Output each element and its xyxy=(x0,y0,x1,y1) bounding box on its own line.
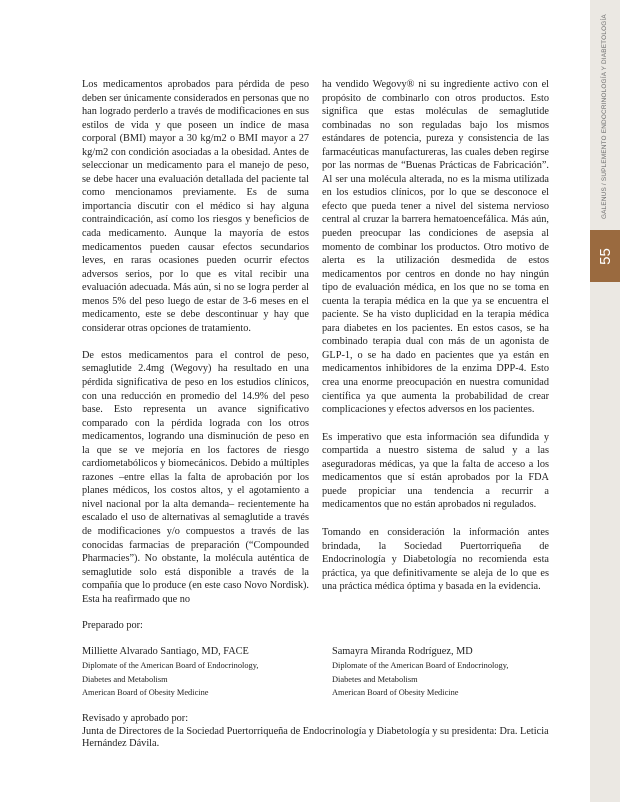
running-title: GALENUS / SUPLEMENTO ENDOCRINOLOGÍA Y DIABETOLOGÍA xyxy=(601,14,608,219)
paragraph: ha vendido Wegovy® ni su ingrediente activo con el propósito de combinarlo con otros productos. Esto significa que estas moléculas de semaglutide combinadas no son reguladas bajo los mismos estándares de potencia, pureza y consistencia de las farmacéuticas manufactureras, las cuales deben regirse por las normas de “Buenas Prácticas de Fabricación”. Al ser una molécula alterada, no es la misma utilizada en los estudios clínicos, por lo que se desconoce el efecto que pueda tener a nivel del sistema nervioso central al cruzar la barrera hematoencefálica. Más aún, pueden preocupar las condiciones de asepsia al momento de combinar los productos. Otro motivo de alerta es la utilización desmedida de estos medicamentos por centros en donde no hay ningún tipo de evaluación médica, en los que no se toma en cuenta la terapia médica en la que ya se encuentra el paciente. Se ha visto duplicidad en la terapia médica para diabetes en los pacientes. En estos casos, se ha combinado terapia dual con más de un agonista de GLP-1, o se ha dado en pacientes que ya están en medicamentos inhibidores de la enzima DPP-4. Esto crea una enorme preocupación en nuestra comunidad científica ya que aumenta la probabilidad de crear complicaciones y efectos adversos en los pacientes. xyxy=(322,79,549,416)
paragraph: De estos medicamentos para el control de peso, semaglutide 2.4mg (Wegovy) ha resultado en una pérdida significativa de peso en los estudios clínicos, con una reducción en promedio del 14.9% del peso base. Esto representa un avance significativo comparado con la pérdida lograda con los otros medicamentos, logrando una disminución de peso en la que se ve mejoría en los factores de riesgo cardiometabólicos y biomecánicos. Debido a múltiples razones –entre ellas la falta de aprobación por los planes médicos, los costos altos, y el agotamiento a nivel nacional por la alta demanda– recientemente ha escalado el uso de alternativas al semaglutide a través de modificaciones y/o compuestos a través de las conocidas farmacias de preparación (“Compounded Pharmacies”). No obstante, la molécula auténtica de semaglutide solo está disponible a través de la compañía que lo produce (en este caso Novo Nordisk). Esta ha reafirmado que no xyxy=(82,349,309,605)
page-number-tab xyxy=(590,230,620,282)
author-signature-block xyxy=(82,645,258,699)
author-name: Milliette Alvarado Santiago, MD, FACE xyxy=(82,646,249,657)
author-credential: American Board of Obesity Medicine xyxy=(82,687,209,697)
author-credential: Diplomate of the American Board of Endocrinology, xyxy=(82,661,259,671)
article-left-column xyxy=(82,78,309,620)
reviewed-by-label: Revisado y aprobado por: xyxy=(82,713,189,724)
author-credential: Diabetes and Metabolism xyxy=(332,674,418,684)
paragraph: Los medicamentos aprobados para pérdida de peso deben ser únicamente considerados en personas que no han logrado perderlo a través de modificaciones en sus estilos de vida y que poseen un índice de masa corporal (BMI) mayor a 30 kg/m2 o BMI mayor a 27 kg/m2 con condición asociadas a la obesidad. Antes de seleccionar un medicamento para el manejo de peso, se debe hacer una evaluación detallada del paciente tal como mencionamos previamente. Es de suma importancia discutir con el médico si hay alguna contraindicación, así como los riesgos y beneficios de cada medicamento. Aunque la mayoría de estos medicamentos pueden causar efectos secundarios leves, en raras ocasiones pueden ocurrir efectos adversos serios, por lo que es vital recibir una evaluación adecuada. Más aún, si no se logra perder al menos 5% del peso luego de estar de 3-6 meses en el medicamento, este se debe descontinuar y hay que considerar otras opciones de tratamiento. xyxy=(82,79,309,334)
article-right-column xyxy=(322,78,549,608)
paragraph: Es imperativo que esta información sea difundida y compartida a nuestro sistema de salud y a las aseguradoras médicas, ya que la falta de acceso a los medicamentos que sí están aprobados por la FDA puede propiciar una tendencia a recurrir a medicamentos que no están aprobados ni regulados. xyxy=(322,431,549,511)
author-credential: Diplomate of the American Board of Endocrinology, xyxy=(332,661,509,671)
page-number: 55 xyxy=(596,247,614,265)
review-block xyxy=(82,713,566,751)
paragraph: Tomando en consideración la información antes brindada, la Sociedad Puertorriqueña de Endocrinología y Diabetología no recomienda esta práctica, ya que definitivamente se aleja de lo que es una práctica médica óptima y basada en la evidencia. xyxy=(322,526,549,593)
prepared-by-label: Preparado por: xyxy=(82,620,143,631)
author-credential: American Board of Obesity Medicine xyxy=(332,687,459,697)
author-name: Samayra Miranda Rodríguez, MD xyxy=(332,646,473,657)
author-signature-block xyxy=(332,645,508,699)
reviewed-by-text: Junta de Directores de la Sociedad Puertorriqueña de Endocrinología y Diabetología y su presidenta: Dra. Leticia Hernández Dávila. xyxy=(82,725,549,749)
author-credential: Diabetes and Metabolism xyxy=(82,674,168,684)
